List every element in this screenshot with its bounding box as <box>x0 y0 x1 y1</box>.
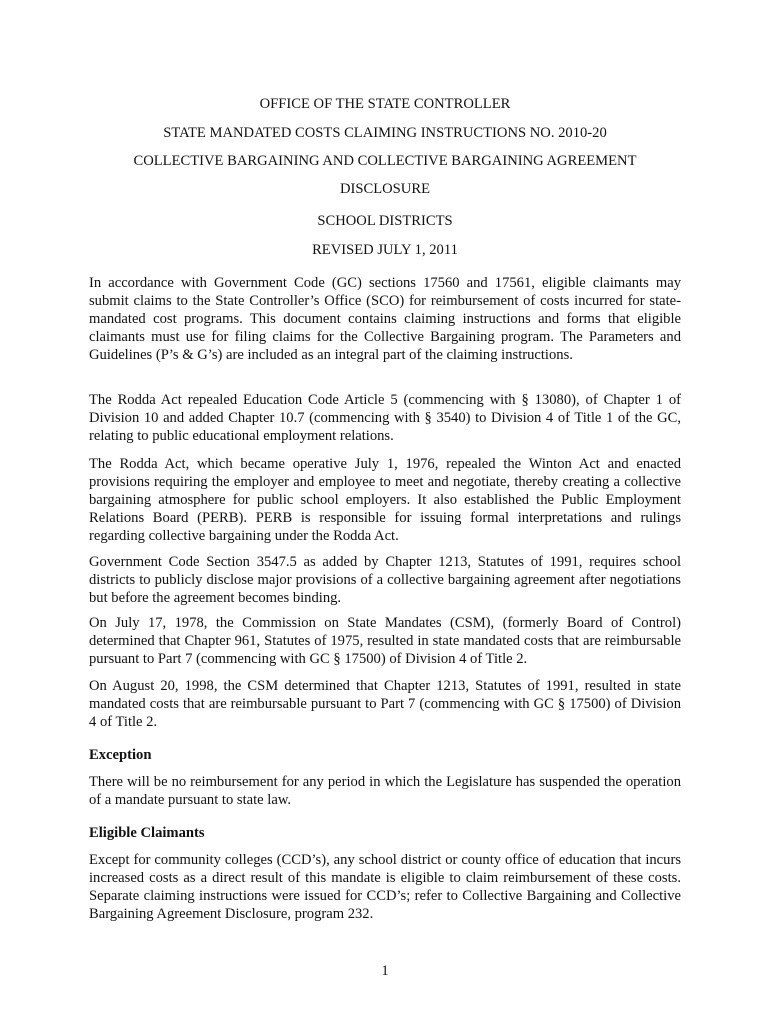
paragraph-rodda-repeal: The Rodda Act repealed Education Code Article 5 (commencing with § 13080), of Chapter 1 of Division 10 and added Chapter 10.7 (commencing with § 3540) to Division 4 of Title 1 of the GC, relating to public educational employment relations. <box>89 392 681 445</box>
heading-eligible-claimants: Eligible Claimants <box>89 825 205 841</box>
header-audience: SCHOOL DISTRICTS <box>317 213 453 229</box>
header-revision-date: REVISED JULY 1, 2011 <box>312 242 458 258</box>
header-program-subtitle: DISCLOSURE <box>339 181 430 197</box>
paragraph-csm-1978: On July 17, 1978, the Commission on State Mandates (CSM), (formerly Board of Control) determined that Chapter 961, Statutes of 1975, resulted in state mandated costs that are reimbursable pursuant to Part 7 (commencing with GC § 17500) of Division 4 of Title 2. <box>89 615 681 668</box>
header-office-title: OFFICE OF THE STATE CONTROLLER <box>259 96 511 112</box>
heading-exception: Exception <box>89 747 152 763</box>
paragraph-gc-3547: Government Code Section 3547.5 as added by Chapter 1213, Statutes of 1991, requires school districts to publicly disclose major provisions of a collective bargaining agreement after negotiations but before the agreement becomes binding. <box>89 554 681 607</box>
page-number: 1 <box>381 963 389 979</box>
header-instructions-title: STATE MANDATED COSTS CLAIMING INSTRUCTIONS NO. 2010-20 <box>163 125 607 141</box>
paragraph-intro: In accordance with Government Code (GC) sections 17560 and 17561, eligible claimants may submit claims to the State Controller’s Office (SCO) for reimbursement of costs incurred for state-mandated cost programs. This document contains claiming instructions and forms that eligible claimants must use for filing claims for the Collective Bargaining program. The Parameters and Guidelines (P’s & G’s) are included as an integral part of the claiming instructions. <box>89 275 681 364</box>
paragraph-exception: There will be no reimbursement for any period in which the Legislature has suspended the operation of a mandate pursuant to state law. <box>89 774 681 809</box>
paragraph-csm-1998: On August 20, 1998, the CSM determined that Chapter 1213, Statutes of 1991, resulted in state mandated costs that are reimbursable pursuant to Part 7 (commencing with GC § 17500) of Division 4 of Title 2. <box>89 678 681 731</box>
paragraph-rodda-operative: The Rodda Act, which became operative July 1, 1976, repealed the Winton Act and enacted provisions requiring the employer and employee to meet and negotiate, thereby creating a collective bargaining atmosphere for public school employers. It also established the Public Employment Relations Board (PERB). PERB is responsible for issuing formal interpretations and rulings regarding collective bargaining under the Rodda Act. <box>89 456 681 545</box>
header-program-title: COLLECTIVE BARGAINING AND COLLECTIVE BARGAINING AGREEMENT <box>133 153 637 169</box>
paragraph-eligible-claimants: Except for community colleges (CCD’s), any school district or county office of education that incurs increased costs as a direct result of this mandate is eligible to claim reimbursement of these costs. Separate claiming instructions were issued for CCD’s; refer to Collective Bargaining and Collective Bargaining Agreement Disclosure, program 232. <box>89 852 681 923</box>
